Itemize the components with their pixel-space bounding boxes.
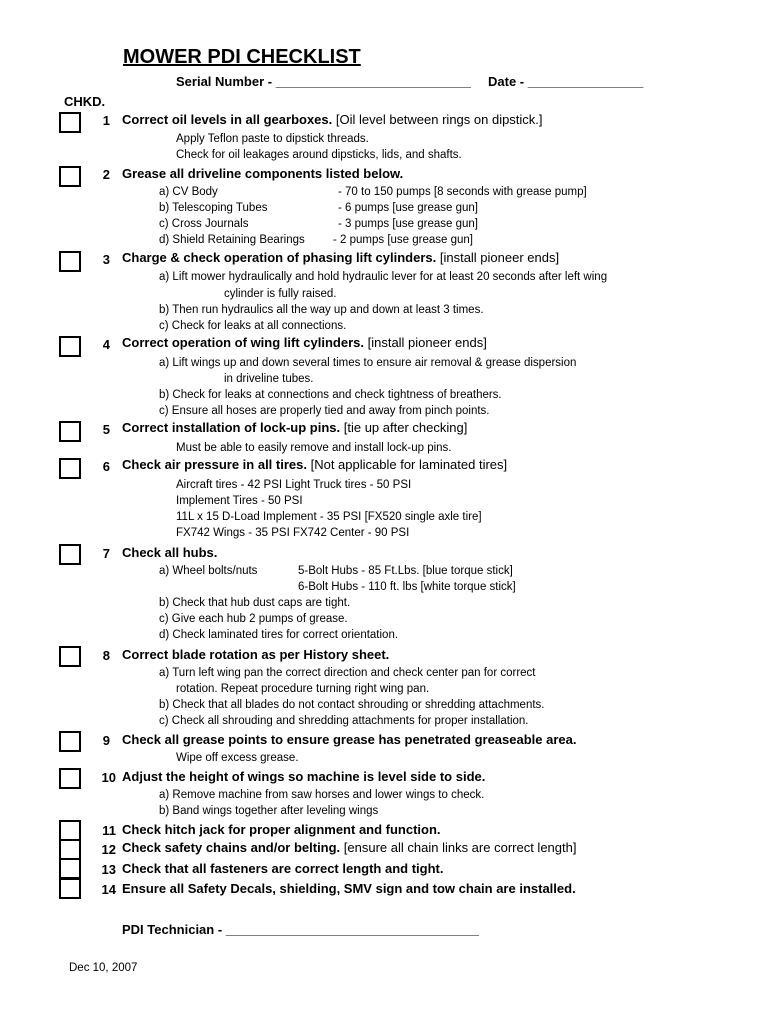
item-title: Correct oil levels in all gearboxes. [122, 112, 333, 127]
checklist-item-4 [122, 335, 487, 350]
item-title: Correct operation of wing lift cylinders. [122, 335, 364, 350]
checklist-item-7 [122, 545, 217, 560]
item-title: Grease all driveline components listed below. [122, 166, 404, 181]
checklist-item-5 [122, 420, 467, 435]
pdi-technician-field[interactable]: PDI Technician - ___________________________________ [122, 922, 479, 937]
item-title: Check that all fasteners are correct length and tight. [122, 861, 444, 876]
item-detail: 5-Bolt Hubs - 85 Ft.Lbs. [blue torque stick] [298, 565, 513, 577]
page-title: MOWER PDI CHECKLIST [123, 46, 361, 68]
checkbox-item-4[interactable] [59, 336, 81, 357]
item-number: 8 [102, 648, 110, 663]
item-title: Check hitch jack for proper alignment and function. [122, 822, 441, 837]
item-title: Ensure all Safety Decals, shielding, SMV sign and tow chain are installed. [122, 881, 576, 896]
checklist-item-9 [122, 732, 576, 747]
item-detail: a) Lift wings up and down several times to ensure air removal & grease dispersion [159, 357, 577, 369]
checkbox-item-1[interactable] [59, 112, 81, 133]
checkbox-item-11[interactable] [59, 820, 81, 841]
item-number: 14 [101, 882, 116, 897]
item-detail: Implement Tires - 50 PSI [176, 495, 303, 507]
item-detail: b) Band wings together after leveling wings [159, 805, 379, 817]
item-title: Correct blade rotation as per History sheet. [122, 647, 390, 662]
checkbox-item-14[interactable] [59, 878, 81, 899]
item-number: 7 [102, 546, 110, 561]
checklist-item-6 [122, 457, 507, 472]
item-number: 13 [101, 862, 116, 877]
checklist-item-13 [122, 861, 443, 876]
checkbox-item-12[interactable] [59, 839, 81, 860]
checklist-item-14 [122, 881, 576, 896]
checkbox-item-2[interactable] [59, 166, 81, 187]
item-detail: c) Check all shrouding and shredding attachments for proper installation. [159, 715, 529, 727]
item-number: 5 [102, 422, 110, 437]
item-number: 2 [102, 167, 110, 182]
checkbox-item-6[interactable] [59, 458, 81, 479]
item-detail: d) Shield Retaining Bearings [159, 234, 305, 246]
checkbox-item-5[interactable] [59, 421, 81, 442]
item-detail: 6-Bolt Hubs - 110 ft. lbs [white torque stick] [298, 581, 516, 593]
item-detail: c) Check for leaks at all connections. [159, 320, 347, 332]
checklist-item-1 [122, 112, 543, 127]
item-detail: Wipe off excess grease. [176, 752, 299, 764]
checkbox-item-3[interactable] [59, 251, 81, 272]
item-number: 10 [101, 770, 116, 785]
item-detail: Check for oil leakages around dipsticks, lids, and shafts. [176, 149, 462, 161]
item-title: Charge & check operation of phasing lift cylinders. [122, 250, 437, 265]
checkbox-item-9[interactable] [59, 731, 81, 752]
item-detail: Must be able to easily remove and install lock-up pins. [176, 442, 452, 454]
item-detail: - 3 pumps [use grease gun] [338, 218, 478, 230]
item-number: 1 [102, 113, 110, 128]
item-title: Check all hubs. [122, 545, 218, 560]
item-detail: - 2 pumps [use grease gun] [333, 234, 473, 246]
item-note: [Oil level between rings on dipstick.] [332, 112, 543, 127]
item-detail: - 6 pumps [use grease gun] [338, 202, 478, 214]
document-date: Dec 10, 2007 [69, 962, 138, 974]
checklist-item-8 [122, 647, 389, 662]
item-note: [install pioneer ends] [436, 250, 560, 265]
checklist-item-12 [122, 840, 576, 855]
item-detail: a) Remove machine from saw horses and lower wings to check. [159, 789, 485, 801]
item-number: 3 [102, 252, 110, 267]
item-detail: a) Wheel bolts/nuts [159, 565, 258, 577]
item-detail: b) Telescoping Tubes [159, 202, 268, 214]
item-note: [ensure all chain links are correct length] [340, 840, 577, 855]
item-number: 4 [102, 337, 110, 352]
item-detail: c) Give each hub 2 pumps of grease. [159, 613, 348, 625]
item-note: [tie up after checking] [340, 420, 468, 435]
checklist-item-2 [122, 166, 403, 181]
item-detail: in driveline tubes. [224, 373, 314, 385]
item-number: 11 [102, 823, 116, 838]
item-note: [install pioneer ends] [363, 335, 487, 350]
item-title: Check air pressure in all tires. [122, 457, 307, 472]
item-title: Check safety chains and/or belting. [122, 840, 341, 855]
item-title: Correct installation of lock-up pins. [122, 420, 341, 435]
item-detail: b) Then run hydraulics all the way up and down at least 3 times. [159, 304, 484, 316]
item-detail: a) Turn left wing pan the correct direction and check center pan for correct [159, 667, 536, 679]
item-detail: Aircraft tires - 42 PSI Light Truck tires - 50 PSI [176, 479, 412, 491]
item-detail: b) Check that all blades do not contact shrouding or shredding attachments. [159, 699, 545, 711]
checklist-item-11 [122, 822, 441, 837]
checked-column-header: CHKD. [64, 94, 106, 109]
item-detail: c) Ensure all hoses are properly tied and away from pinch points. [159, 405, 490, 417]
checklist-item-10 [122, 769, 485, 784]
serial-number-field[interactable]: Serial Number - ___________________________ [176, 74, 471, 89]
item-detail: rotation. Repeat procedure turning right wing pan. [176, 683, 430, 695]
item-note: [Not applicable for laminated tires] [306, 457, 508, 472]
item-detail: cylinder is fully raised. [224, 288, 337, 300]
item-number: 9 [102, 733, 110, 748]
item-detail: FX742 Wings - 35 PSI FX742 Center - 90 PSI [176, 527, 410, 539]
item-detail: b) Check for leaks at connections and check tightness of breathers. [159, 389, 502, 401]
item-detail: 11L x 15 D-Load Implement - 35 PSI [FX520 single axle tire] [176, 511, 482, 523]
item-detail: d) Check laminated tires for correct orientation. [159, 629, 399, 641]
checkbox-item-10[interactable] [59, 768, 81, 789]
item-detail: b) Check that hub dust caps are tight. [159, 597, 351, 609]
date-field[interactable]: Date - ________________ [488, 74, 644, 89]
item-number: 12 [101, 842, 116, 857]
checklist-item-3 [122, 250, 559, 265]
checkbox-item-13[interactable] [59, 858, 81, 879]
checkbox-item-7[interactable] [59, 544, 81, 565]
item-detail: a) Lift mower hydraulically and hold hydraulic lever for at least 20 seconds after left wing [159, 271, 608, 283]
checkbox-item-8[interactable] [59, 646, 81, 667]
item-title: Check all grease points to ensure grease has penetrated greaseable area. [122, 732, 577, 747]
item-detail: Apply Teflon paste to dipstick threads. [176, 133, 369, 145]
item-detail: - 70 to 150 pumps [8 seconds with grease pump] [338, 186, 587, 198]
item-detail: c) Cross Journals [159, 218, 249, 230]
item-detail: a) CV Body [159, 186, 218, 198]
item-number: 6 [102, 459, 110, 474]
item-title: Adjust the height of wings so machine is level side to side. [122, 769, 486, 784]
